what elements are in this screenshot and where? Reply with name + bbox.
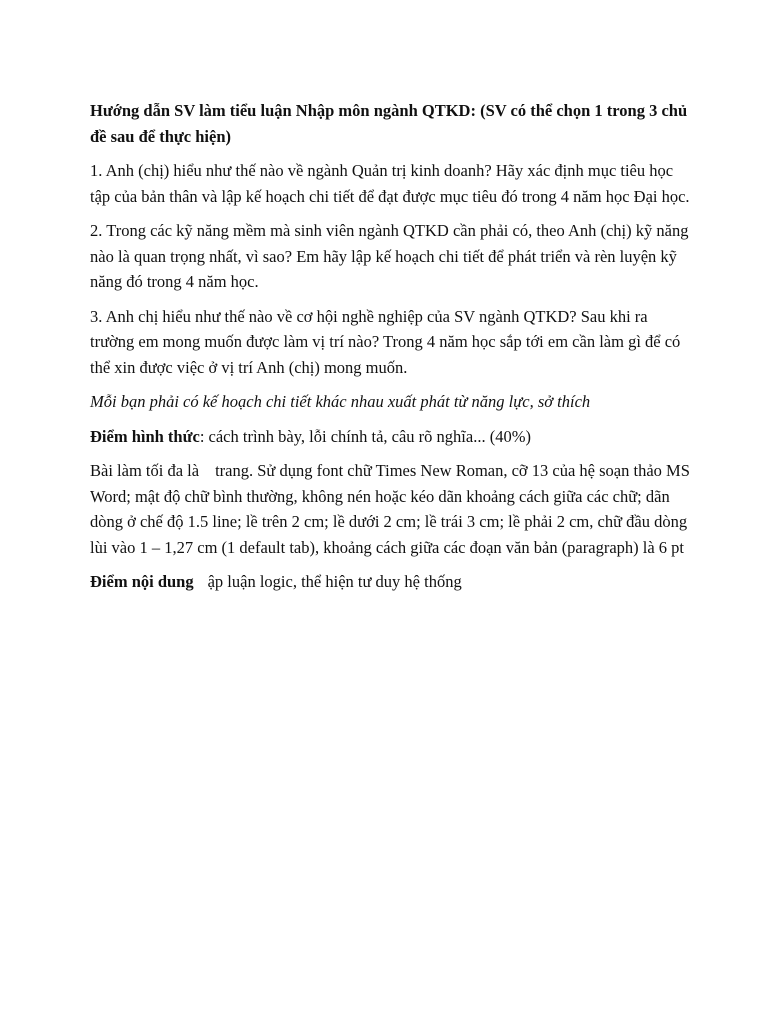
document-body — [90, 98, 690, 604]
format-rules-paragraph — [90, 458, 690, 560]
form-score-label: Điểm hình thức — [90, 426, 200, 446]
document-heading: Hướng dẫn SV làm tiểu luận Nhập môn ngành QTKD: (SV có thể chọn 1 trong 3 chủ đề sau để thực hiện) — [90, 101, 688, 146]
format-rules-before: Bài làm tối đa là — [90, 461, 200, 480]
content-score-text: ập luận logic, thể hiện tư duy hệ thống — [207, 572, 462, 591]
topic-1: 1. Anh (chị) hiểu như thế nào về ngành Quản trị kinh doanh? Hãy xác định mục tiêu học tập của bản thân và lập kế hoạch chi tiết để đạt được mục tiêu đó trong 4 năm học Đại học. — [90, 161, 690, 206]
topic-2: 2. Trong các kỹ năng mềm mà sinh viên ngành QTKD cần phải có, theo Anh (chị) kỹ năng nào là quan trọng nhất, vì sao? Em hãy lập kế hoạch chi tiết để phát triển và rèn luyện kỹ năng đó trong 4 năm học. — [90, 221, 689, 291]
content-score-paragraph — [90, 569, 690, 595]
content-score-label: Điểm nội dung — [90, 572, 194, 591]
format-rules-after: trang. Sử dụng font chữ Times New Roman, cỡ 13 của hệ soạn thảo MS Word; mật độ chữ bình thường, không nén hoặc kéo dãn khoảng cách giữa các chữ; dãn dòng ở chế độ 1.5 line; lề trên 2 cm; lề dưới 2 cm; lề trái 3 cm; lề phải 2 cm, chữ đầu dòng lùi vào 1 – 1,27 cm (1 default tab), khoảng cách giữa các đoạn văn bản (paragraph) là 6 pt — [90, 461, 690, 557]
form-score-text: : cách trình bày, lỗi chính tả, câu rõ nghĩa... (40%) — [199, 426, 531, 446]
plan-note: Mỗi bạn phải có kế hoạch chi tiết khác nhau xuất phát từ năng lực, sở thích — [90, 392, 591, 411]
form-score-paragraph — [90, 424, 690, 450]
topic-3: 3. Anh chị hiểu như thế nào về cơ hội nghề nghiệp của SV ngành QTKD? Sau khi ra trường em mong muốn được làm vị trí nào? Trong 4 năm học sắp tới em cần làm gì để có thể xin được việc ở vị trí Anh (chị) mong muốn. — [90, 306, 681, 377]
